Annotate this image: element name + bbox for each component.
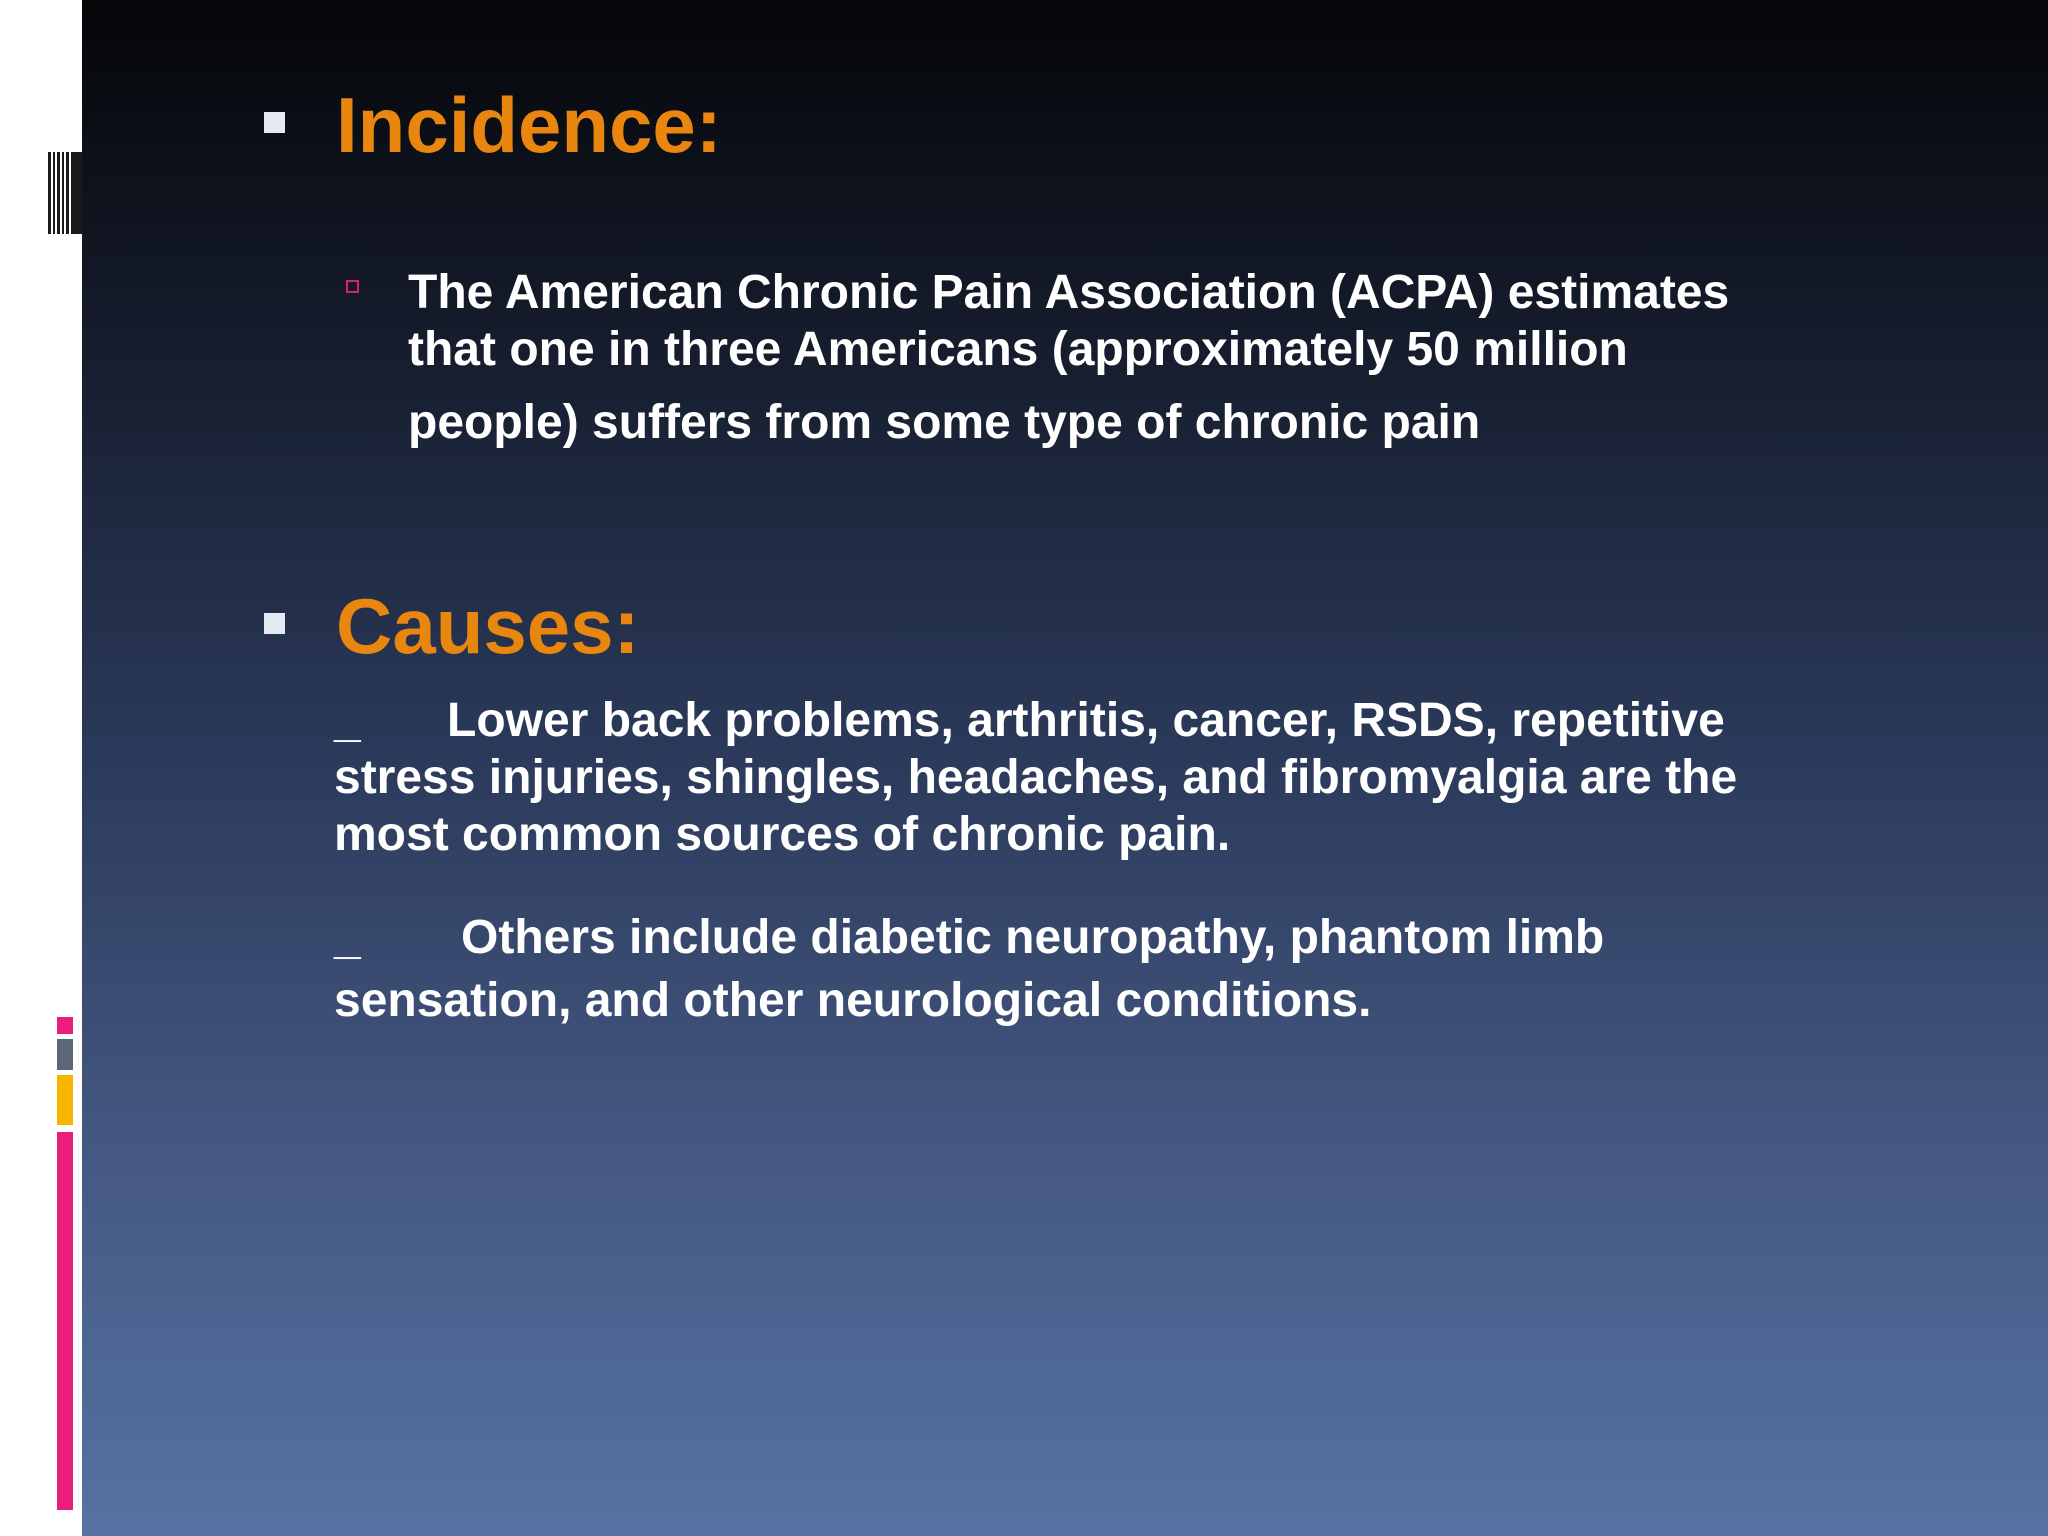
causes-p2-line-1-text: Others include diabetic neuropathy, phantom limb: [461, 911, 1605, 964]
incidence-heading: Incidence:: [336, 81, 722, 169]
dash-marker: _: [334, 911, 361, 964]
causes-p2-line-1: [334, 906, 1604, 969]
slide-content-area: [82, 0, 2048, 1536]
square-bullet-icon: [264, 613, 285, 634]
incidence-line-3: people) suffers from some type of chronic pain: [408, 396, 1481, 449]
hollow-square-bullet-icon: [346, 280, 359, 293]
incidence-paragraph: [408, 264, 1729, 451]
square-bullet-icon: [264, 112, 285, 133]
causes-paragraph-1: [334, 692, 1737, 863]
causes-p1-line-2: stress injuries, shingles, headaches, and fibromyalgia are the: [334, 751, 1738, 804]
causes-heading: Causes:: [336, 582, 640, 670]
barcode-decoration: [48, 152, 82, 234]
accent-stripe-pink-top: [57, 1017, 73, 1034]
causes-p1-line-3: most common sources of chronic pain.: [334, 808, 1231, 861]
causes-p2-line-2: sensation, and other neurological conditions.: [334, 974, 1372, 1027]
dash-marker: _: [334, 694, 361, 747]
accent-stripe-gray: [57, 1039, 73, 1070]
accent-stripe-gold: [57, 1075, 73, 1125]
incidence-line-1: The American Chronic Pain Association (ACPA) estimates: [408, 266, 1730, 319]
slide-left-margin: [0, 0, 82, 1536]
causes-p1-line-1: [334, 692, 1737, 749]
causes-p1-line-1-text: Lower back problems, arthritis, cancer, RSDS, repetitive: [447, 694, 1725, 747]
accent-stripe-pink-long: [57, 1132, 73, 1510]
causes-paragraph-2: [334, 906, 1604, 1032]
incidence-line-2: that one in three Americans (approximately 50 million: [408, 323, 1628, 376]
